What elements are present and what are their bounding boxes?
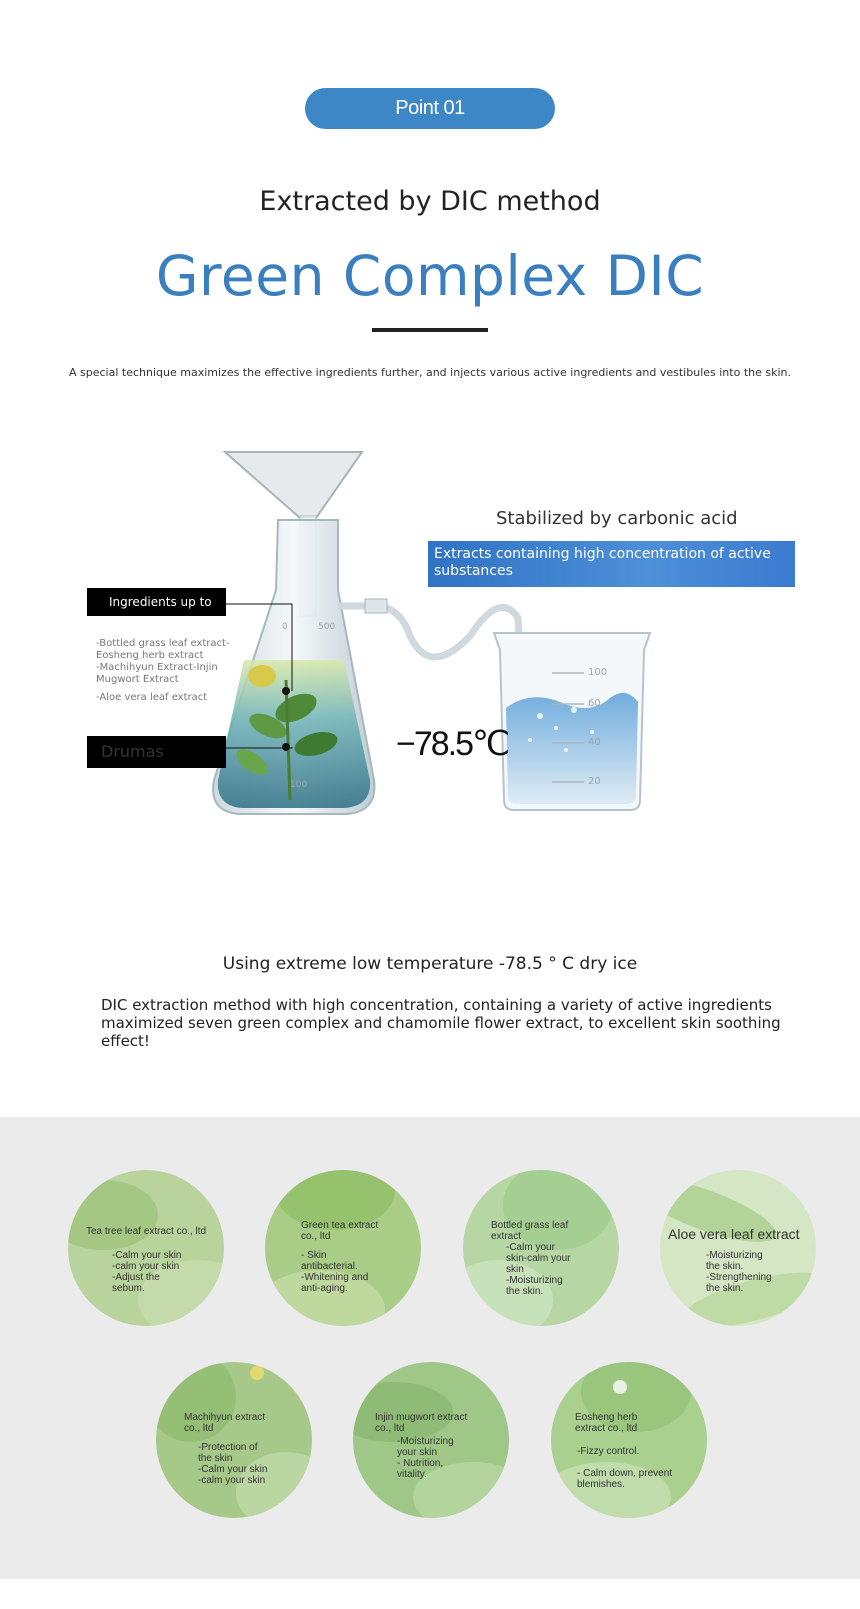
ingredient-circle [265, 1170, 421, 1326]
ingredient-circle [551, 1362, 707, 1518]
beaker-tick-40: 40 [588, 737, 601, 748]
ingredient-name: Tea tree leaf extract co., ltd [86, 1226, 207, 1237]
lab-illustration [0, 440, 860, 860]
intro-text: A special technique maximizes the effective ingredients further, and injects various active ingredients and vestibules into the skin. [69, 366, 791, 379]
section-subtitle: Extracted by DIC method [259, 186, 601, 217]
ingredient-circle [660, 1170, 816, 1326]
point-badge: Point 01 [305, 88, 555, 129]
stabilized-label: Stabilized by carbonic acid [496, 508, 738, 529]
description-body: DIC extraction method with high concentration, containing a variety of active ingredients maximized seven green complex and chamomile flower extract, to excellent skin soothing effect! [101, 996, 781, 1050]
extract-callout: Extracts containing high concentration of active substances [428, 541, 795, 587]
ingredient-name: Aloe vera leaf extract [668, 1226, 800, 1242]
beaker-tick-100: 100 [588, 667, 608, 678]
ingredient-benefit: -Moisturizing your skin - Nutrition, vitality. [397, 1436, 454, 1480]
ingredient-benefit: -Protection of the skin -Calm your skin -calm your skin [198, 1442, 268, 1486]
ingredient-name: Machihyun extract co., ltd [184, 1412, 266, 1434]
ingredient-circle [156, 1362, 312, 1518]
description-heading: Using extreme low temperature -78.5 ° C dry ice [222, 954, 638, 974]
ingredient-name: Injin mugwort extract co., ltd [375, 1412, 468, 1434]
ingredient-name: Bottled grass leaf extract [491, 1220, 569, 1242]
ingredients-list [96, 638, 236, 704]
delivery-tube [338, 606, 520, 657]
ingredient-name: Eosheng herb extract co., ltd [575, 1412, 638, 1434]
ingredient-benefit: -Fizzy control. - Calm down, prevent blemishes. [577, 1446, 673, 1490]
ingredients-list-item: -Aloe vera leaf extract [96, 692, 208, 703]
beaker-tick-60: 60 [588, 698, 601, 709]
ingredient-benefit: -Moisturizing the skin. -Strengthening the skin. [706, 1250, 772, 1294]
ingredient-circle [353, 1362, 509, 1518]
ingredient-circle [68, 1170, 224, 1326]
ingredients-list-item: Mugwort Extract [96, 674, 179, 685]
temperature-readout: −78.5℃ [396, 725, 509, 763]
page-title: Green Complex DIC [155, 244, 705, 308]
ingredients-label: Ingredients up to [87, 588, 226, 616]
ingredient-benefit: -Calm your skin-calm your skin -Moisturizing the skin. [506, 1242, 571, 1297]
ingredient-benefit: - Skin antibacterial. -Whitening and anti-aging. [301, 1250, 369, 1294]
beaker-tick-20: 20 [588, 776, 601, 787]
drum-label: Drumas [87, 736, 226, 768]
ingredient-circle [463, 1170, 619, 1326]
ingredients-list-item: -Machihyun Extract-Injin [96, 662, 218, 673]
ingredient-name: Green tea extract co., ltd [301, 1220, 379, 1242]
ingredients-list-item: -Bottled grass leaf extract- [96, 638, 230, 649]
funnel [225, 452, 362, 518]
ingredient-benefit: -Calm your skin -calm your skin -Adjust the sebum. [112, 1250, 182, 1294]
flask-tick-100: 100 [290, 780, 308, 790]
ingredients-list-item: Eosheng herb extract [96, 650, 204, 661]
title-divider [372, 328, 488, 332]
flask-tick-0: 0 [282, 622, 288, 632]
flask-tick-500: 500 [318, 622, 336, 632]
